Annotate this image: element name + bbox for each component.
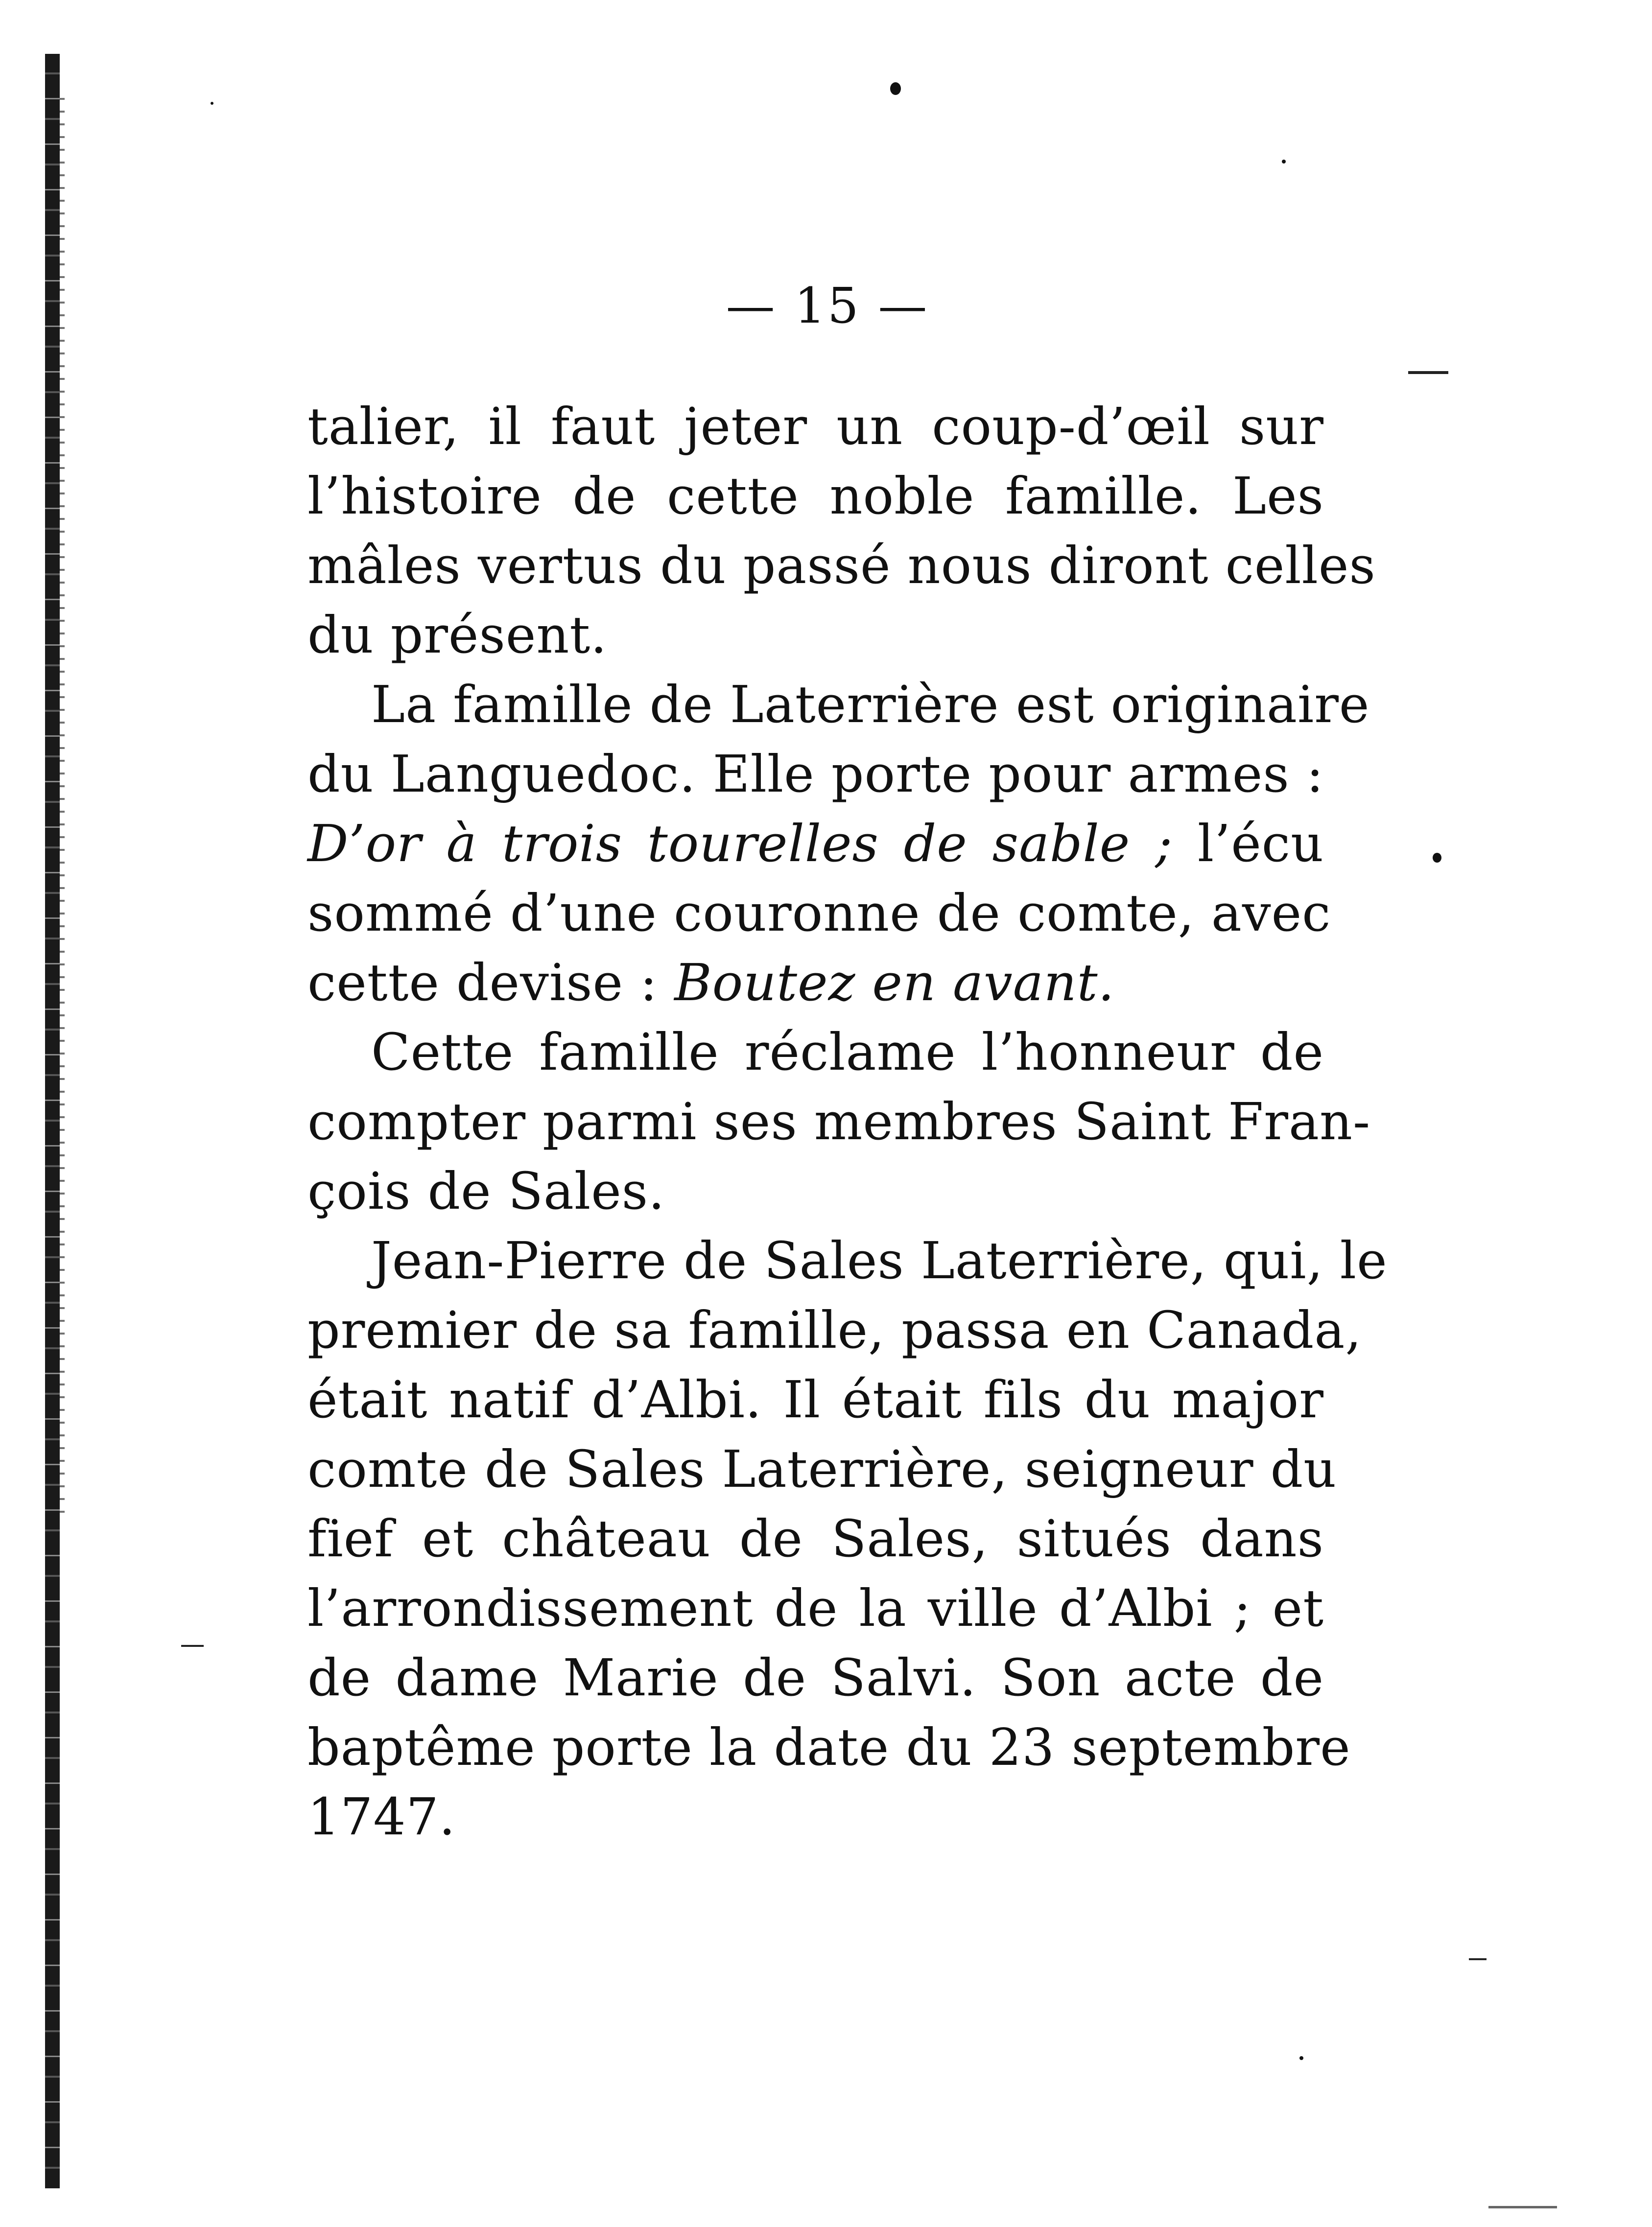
text-line-mixed — [307, 809, 1324, 878]
scan-mark — [1408, 371, 1448, 374]
body-text — [307, 392, 1388, 1852]
italic-motto: Boutez en avant. — [674, 953, 1115, 1012]
scan-mark — [1469, 1958, 1487, 1960]
scan-mark — [181, 1645, 204, 1647]
text-line-mixed — [307, 948, 1324, 1017]
binding-edge-specks — [60, 98, 65, 1518]
text-line: du Languedoc. Elle porte pour armes : — [307, 744, 1324, 804]
text-line: 1747. — [307, 1787, 456, 1847]
scan-speck — [1282, 160, 1286, 164]
text-line: sommé d’une couronne de comte, avec — [307, 883, 1331, 943]
text-line: du présent. — [307, 605, 608, 665]
text-line: baptême porte la date du 23 septembre — [307, 1717, 1351, 1777]
text-line: comte de Sales Laterrière, seigneur du — [307, 1439, 1337, 1499]
scan-speck — [890, 82, 901, 95]
text-line: l’arrondissement de la ville d’Albi ; et — [307, 1578, 1324, 1638]
text-run: cette devise : — [307, 953, 675, 1012]
text-line: l’histoire de cette noble famille. Les — [307, 466, 1324, 526]
text-line: de dame Marie de Salvi. Son acte de — [307, 1648, 1324, 1708]
text-line: fief et château de Sales, situés dans — [307, 1509, 1324, 1569]
text-run: l’écu — [1173, 814, 1324, 873]
scan-mark — [1488, 2206, 1557, 2208]
scan-speck — [1433, 853, 1441, 863]
text-line: premier de sa famille, passa en Canada, — [307, 1300, 1362, 1360]
scan-speck — [211, 102, 213, 105]
text-line: était natif d’Albi. Il était fils du major — [307, 1370, 1324, 1430]
text-line: compter parmi ses membres Saint Fran- — [307, 1092, 1371, 1151]
binding-edge — [45, 54, 60, 2188]
text-line: talier, il faut jeter un coup-d’œil sur — [307, 397, 1324, 456]
text-line: Jean-Pierre de Sales Laterrière, qui, le — [371, 1231, 1388, 1290]
italic-blazon: D’or à trois tourelles de sable ; — [307, 814, 1173, 873]
scan-speck — [1299, 2056, 1303, 2060]
text-line: mâles vertus du passé nous diront celles — [307, 536, 1376, 595]
text-line: çois de Sales. — [307, 1161, 665, 1221]
text-line: La famille de Laterrière est originaire — [371, 675, 1370, 734]
page-number: — 15 — — [726, 277, 929, 334]
text-line: Cette famille réclame l’honneur de — [371, 1022, 1324, 1082]
